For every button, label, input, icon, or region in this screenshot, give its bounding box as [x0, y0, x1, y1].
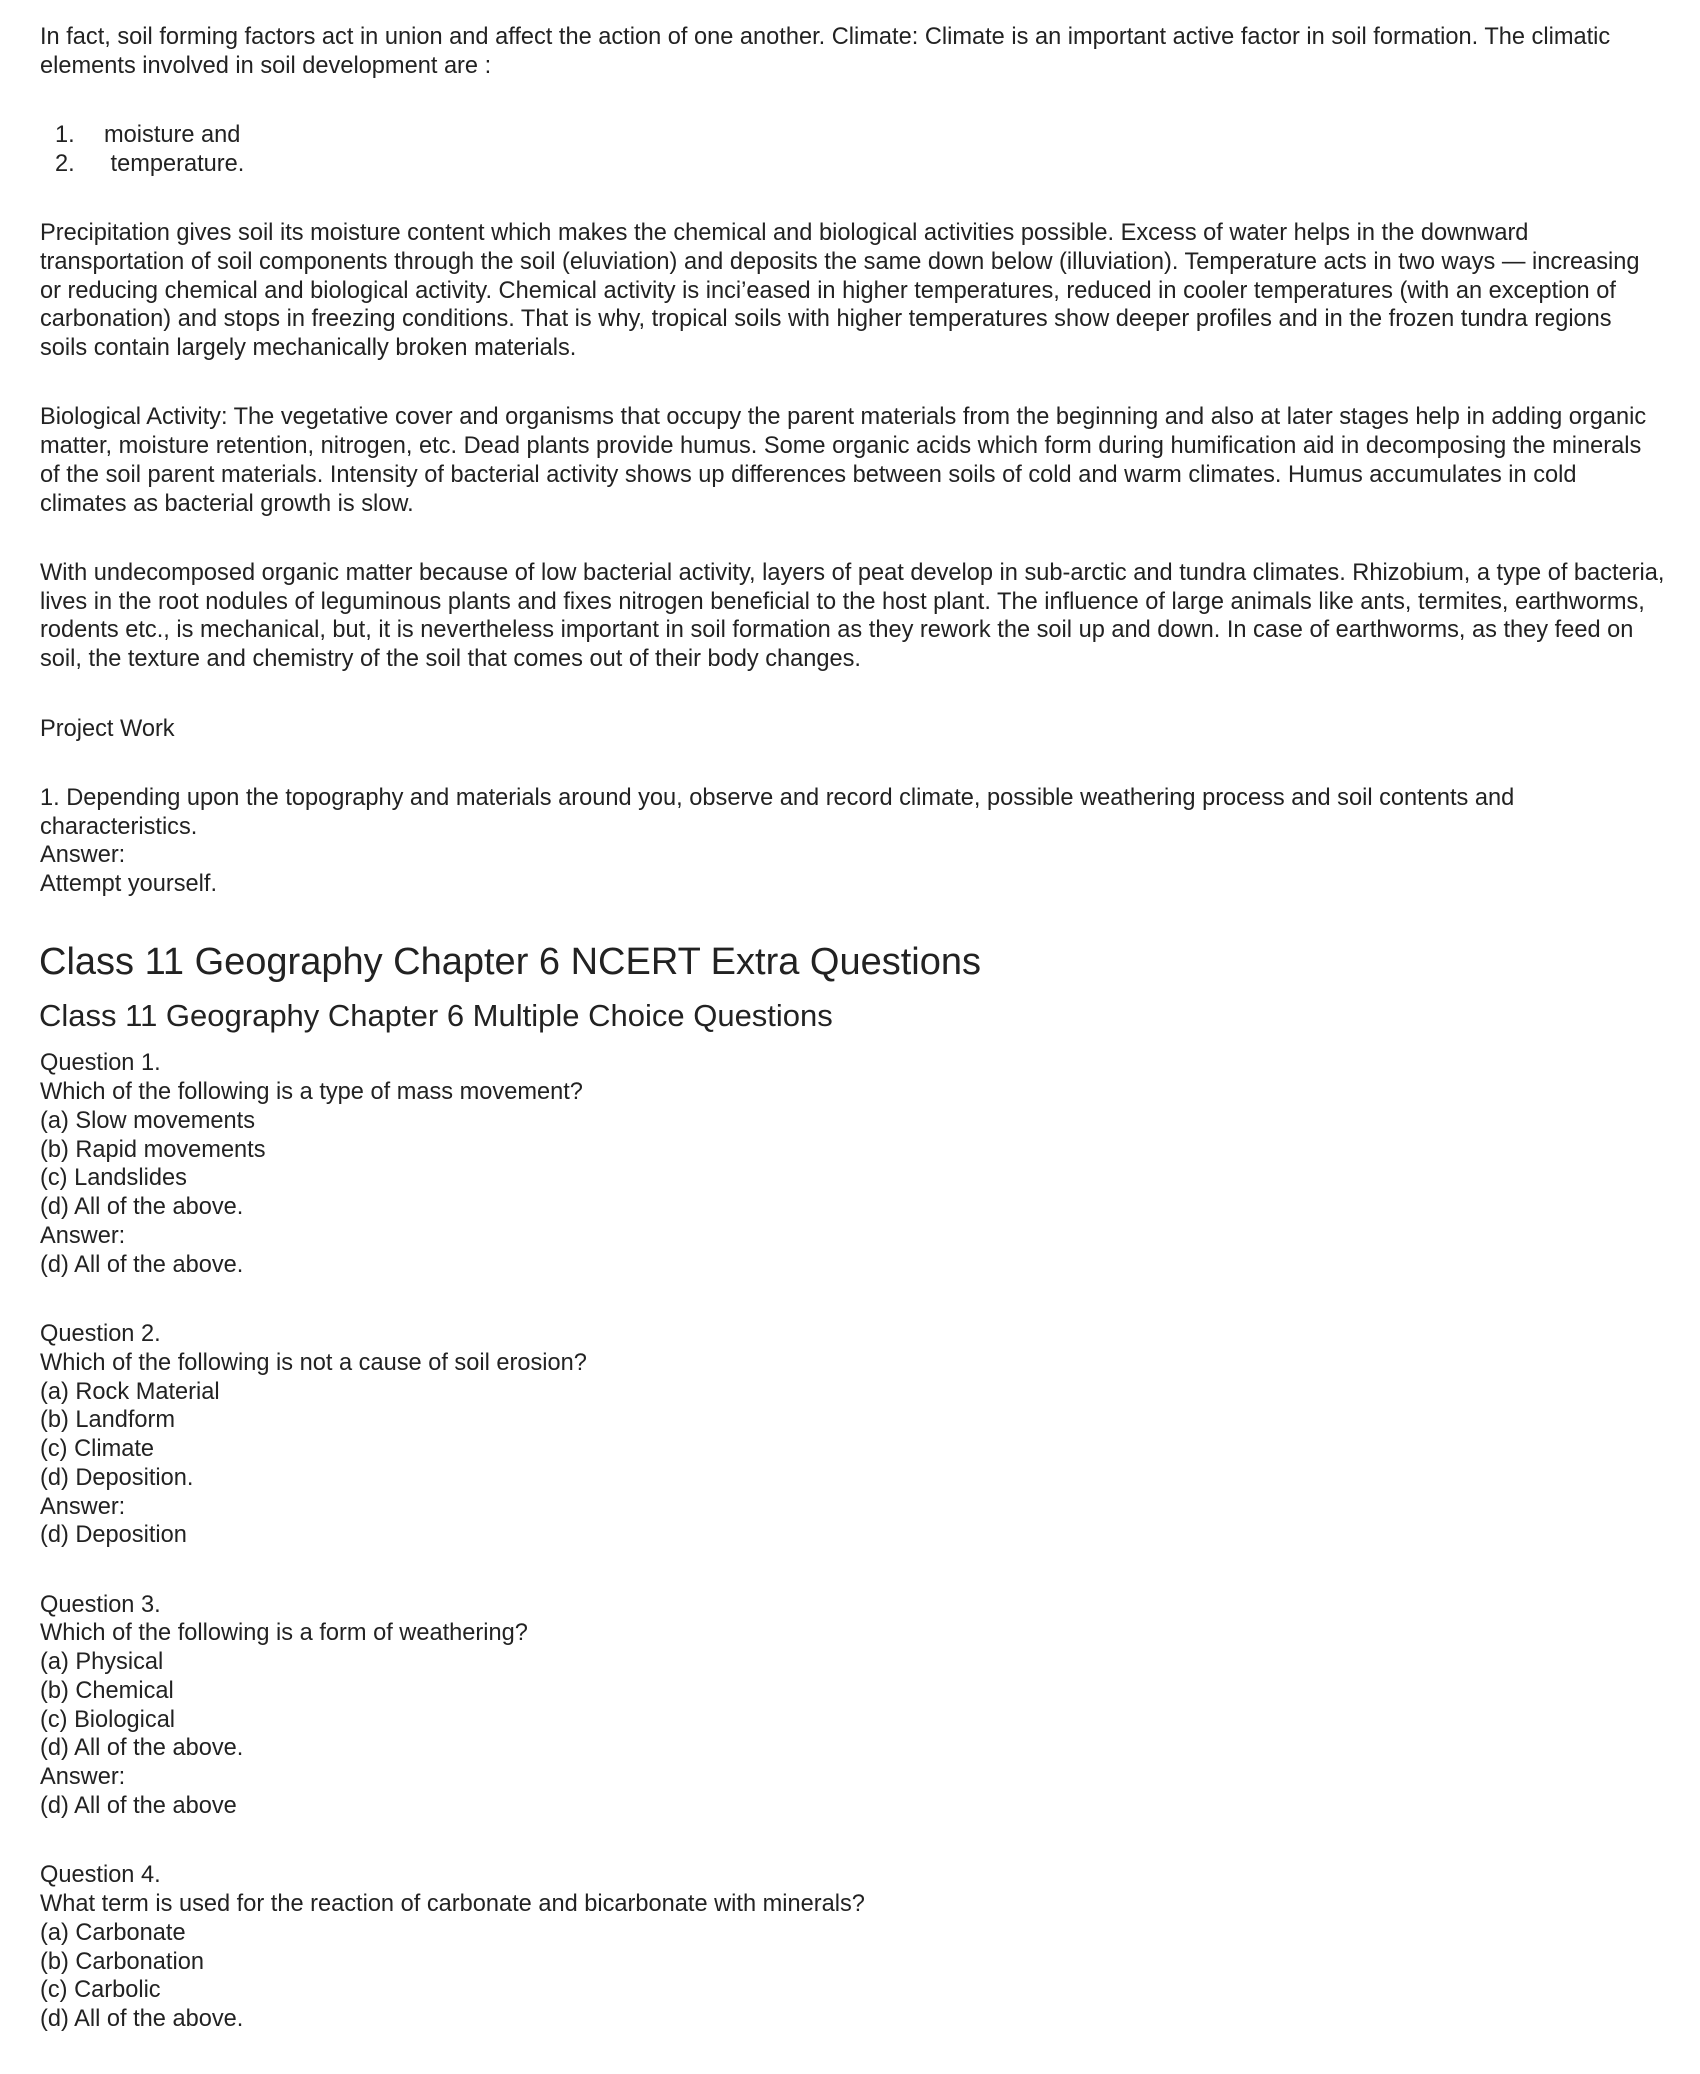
question-label: Question 2. [40, 1320, 161, 1347]
answer-label: Answer: [40, 1493, 126, 1520]
precipitation-paragraph: Precipitation gives soil its moisture content which makes the chemical and biological activities possible. Excess of water helps in the downward transportation of soil components through the soil (eluviation) and deposits the same down below (illuviation). Temperature acts in two ways — increasing or reducing chemical and biological activity. Chemical activity is inci’eased in higher temperatures, reduced in cooler temperatures (with an exception of carbonation) and stops in freezing conditions. That is why, tropical soils with higher temperatures show deeper profiles and in the frozen tundra regions soils contain largely mechanically broken materials. [40, 220, 1640, 362]
answer-label: Answer: [40, 842, 126, 869]
question-text: Which of the following is not a cause of soil erosion? [40, 1349, 587, 1376]
question-label: Question 3. [40, 1591, 161, 1618]
extra-questions-title: Class 11 Geography Chapter 6 NCERT Extra Questions [39, 941, 982, 984]
question-2 [40, 1320, 1665, 1550]
answer-label: Answer: [40, 1764, 126, 1791]
intro-paragraph: In fact, soil forming factors act in union and affect the action of one another. Climate: Climate is an important active factor in soil formation. The climatic elements involved in soil development are : [40, 24, 1611, 79]
option-c: (c) Carbolic [40, 1977, 161, 2004]
mcq-subtitle: Class 11 Geography Chapter 6 Multiple Choice Questions [39, 998, 833, 1034]
option-d: (d) Deposition. [40, 1464, 194, 1491]
list-item [40, 150, 1665, 179]
option-a: (a) Rock Material [40, 1378, 220, 1405]
option-c: (c) Biological [40, 1706, 176, 1733]
biological-activity-paragraph: Biological Activity: The vegetative cover and organisms that occupy the parent materials from the beginning and also at later stages help in adding organic matter, moisture retention, nitrogen, etc. Dead plants provide humus. Some organic acids which form during humification aid in decomposing the minerals of the soil parent materials. Intensity of bacterial activity shows up differences between soils of cold and warm climates. Humus accumulates in cold climates as bacterial growth is slow. [40, 404, 1647, 517]
option-d: (d) All of the above. [40, 1735, 244, 1762]
option-a: (a) Carbonate [40, 1919, 186, 1946]
list-number: 1. [55, 122, 75, 149]
question-text: Which of the following is a type of mass movement? [40, 1079, 583, 1106]
answer-text: (d) All of the above. [40, 1251, 244, 1278]
project-work-question: 1. Depending upon the topography and materials around you, observe and record climate, possible weathering process and soil contents and characteristics. [40, 784, 1515, 840]
question-3 [40, 1591, 1665, 1821]
list-item [40, 121, 1665, 150]
answer-text: (d) All of the above [40, 1792, 237, 1819]
project-work-heading: Project Work [40, 715, 175, 742]
question-label: Question 1. [40, 1050, 161, 1077]
answer-text: Attempt yourself. [40, 871, 218, 898]
option-b: (b) Landform [40, 1407, 176, 1434]
project-work-block [40, 784, 1665, 899]
answer-text: (d) Deposition [40, 1522, 187, 1549]
climatic-elements-list [40, 121, 1665, 179]
answer-label: Answer: [40, 1222, 126, 1249]
option-a: (a) Physical [40, 1649, 164, 1676]
option-d: (d) All of the above. [40, 2006, 244, 2033]
option-c: (c) Landslides [40, 1165, 187, 1192]
question-text: Which of the following is a form of weathering? [40, 1620, 528, 1647]
option-a: (a) Slow movements [40, 1107, 256, 1134]
option-b: (b) Chemical [40, 1677, 174, 1704]
option-d: (d) All of the above. [40, 1194, 244, 1221]
option-b: (b) Carbonation [40, 1948, 204, 1975]
question-text: What term is used for the reaction of carbonate and bicarbonate with minerals? [40, 1890, 865, 1917]
document-page [40, 23, 1665, 2074]
question-1 [40, 1049, 1665, 1279]
undecomposed-matter-paragraph: With undecomposed organic matter because of low bacterial activity, layers of peat develop in sub-arctic and tundra climates. Rhizobium, a type of bacteria, lives in the root nodules of leguminous plants and fixes nitrogen beneficial to the host plant. The influence of large animals like ants, termites, earthworms, rodents etc., is mechanical, but, it is nevertheless important in soil formation as they rework the soil up and down. In case of earthworms, as they feed on soil, the texture and chemistry of the soil that comes out of their body changes. [40, 559, 1665, 673]
option-b: (b) Rapid movements [40, 1136, 266, 1163]
option-c: (c) Climate [40, 1436, 155, 1463]
list-number: 2. [55, 150, 75, 177]
question-4 [40, 1861, 1665, 2034]
list-text: moisture and [104, 122, 241, 149]
list-text: temperature. [104, 150, 245, 177]
question-label: Question 4. [40, 1862, 161, 1889]
